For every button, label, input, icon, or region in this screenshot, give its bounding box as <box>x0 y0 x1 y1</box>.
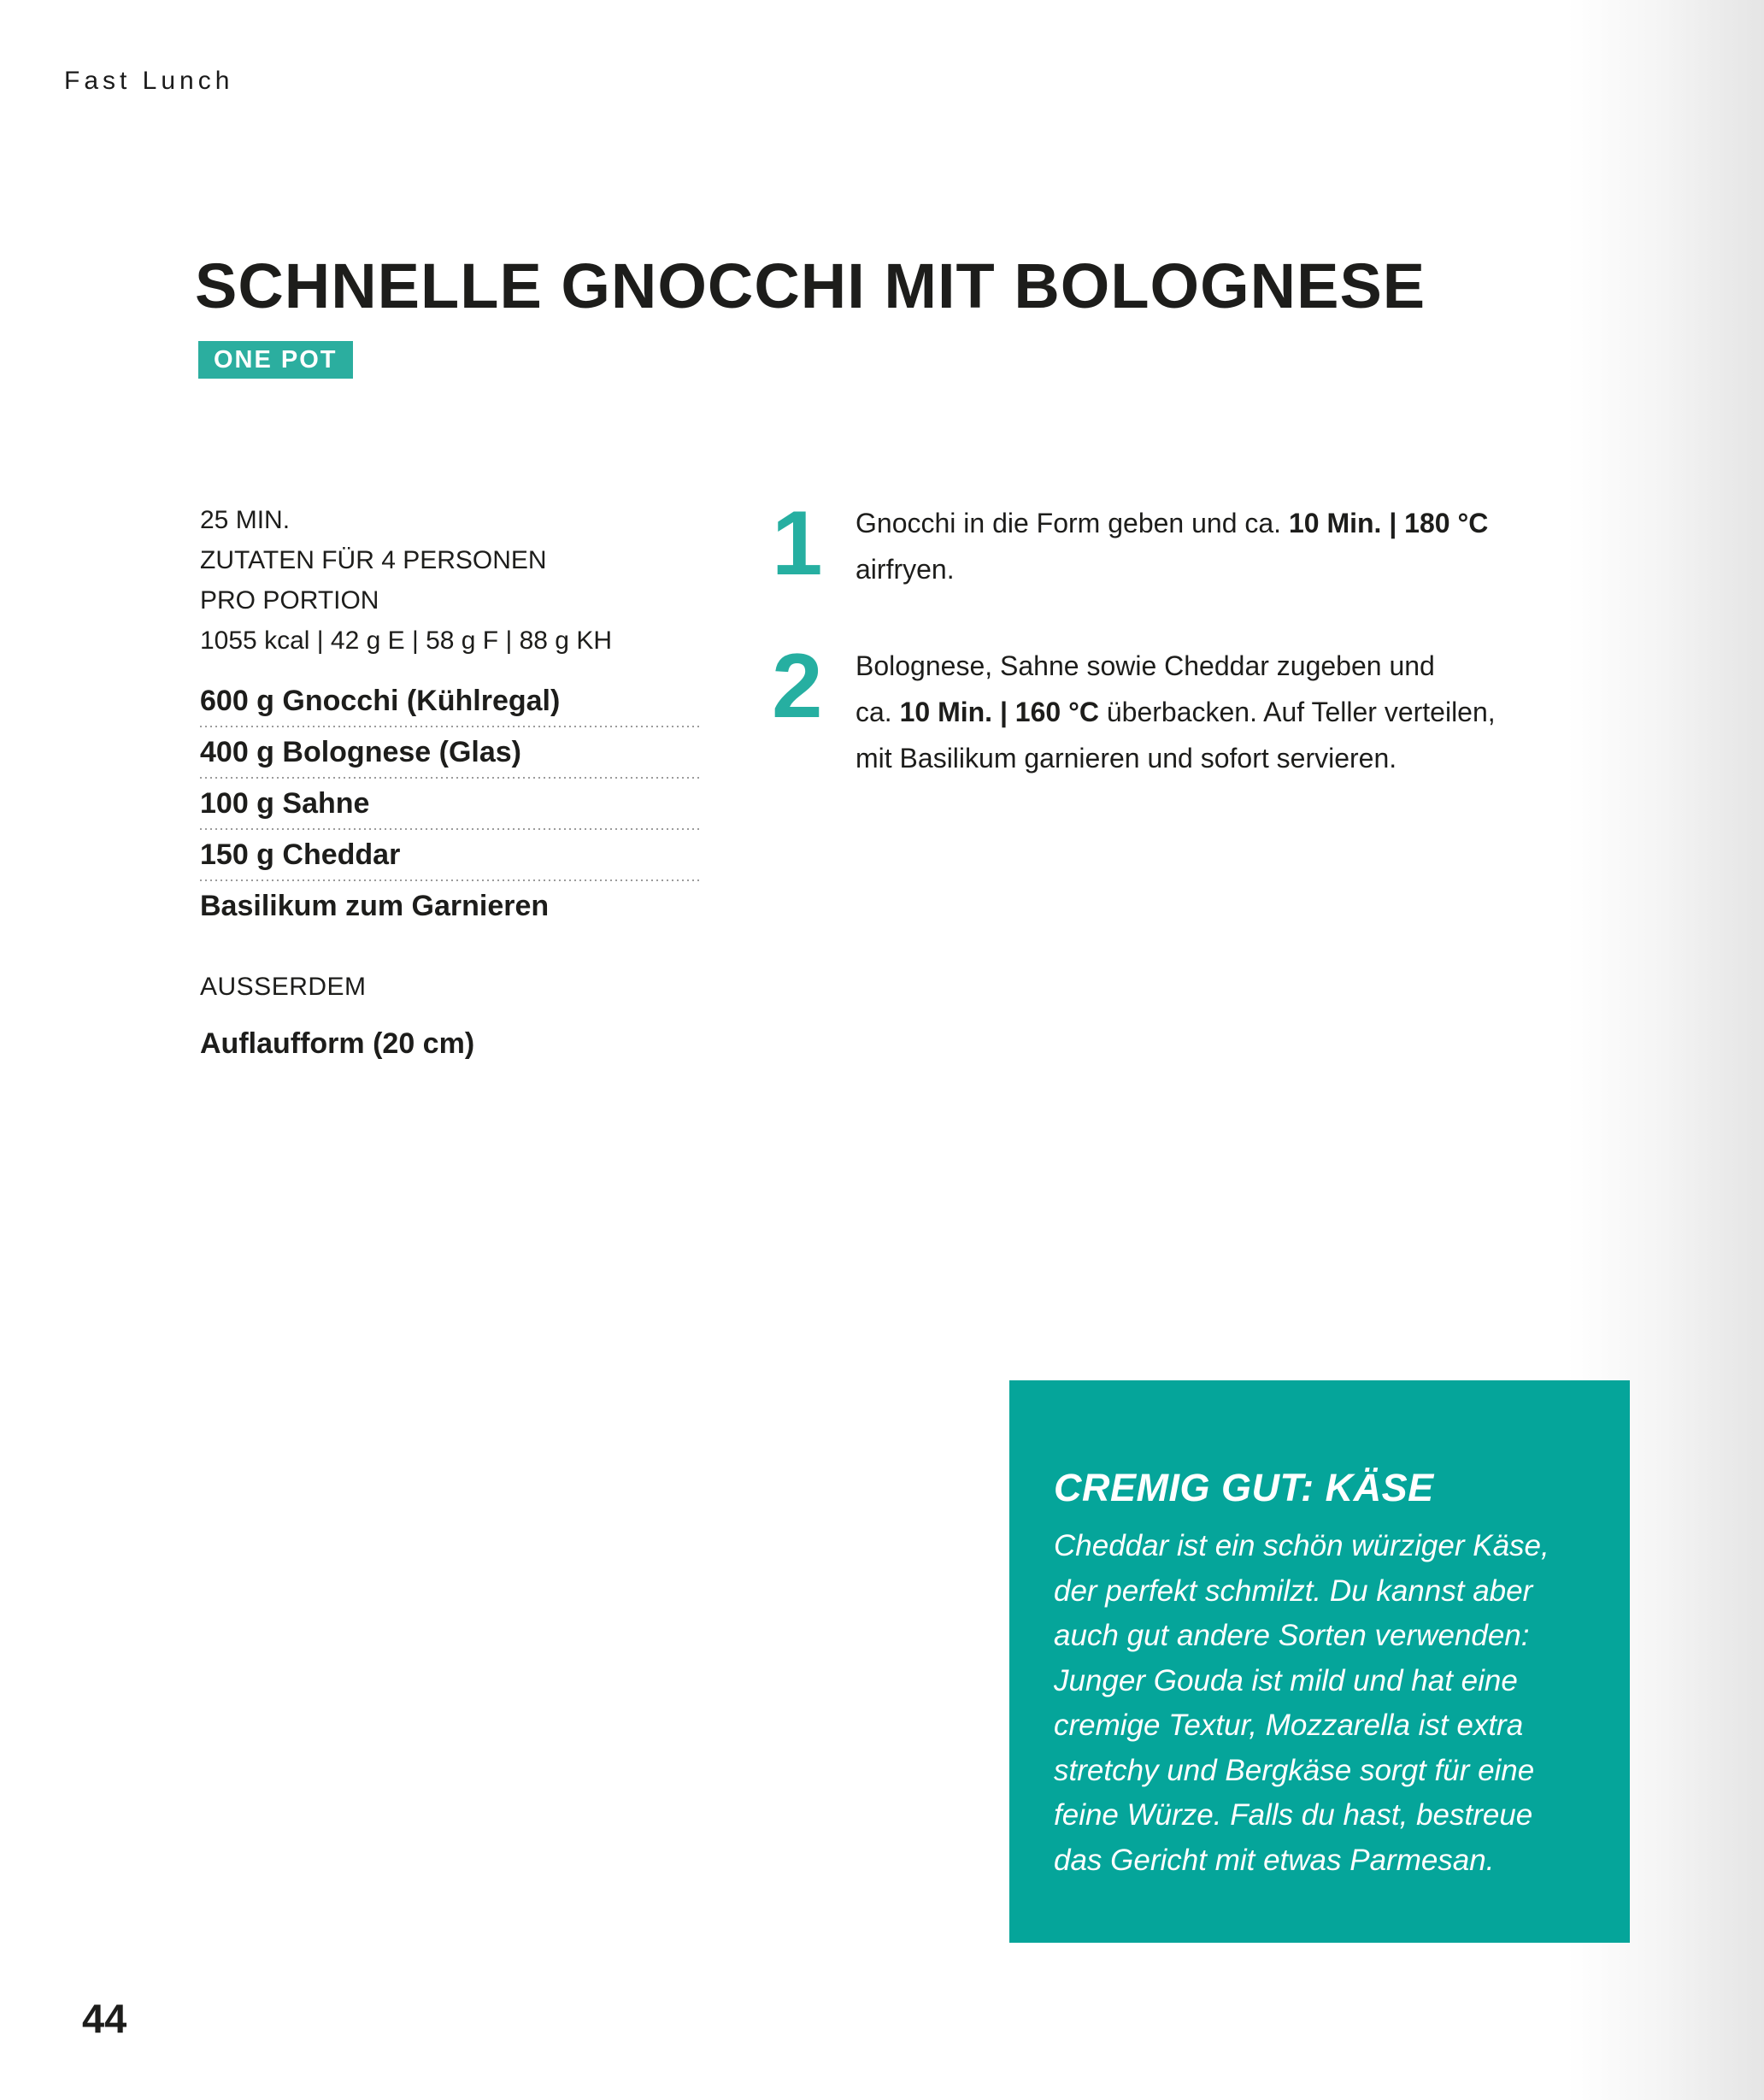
step-text-regular: ca. <box>856 697 900 727</box>
ingredient-item: 150 g Cheddar <box>200 838 401 871</box>
ingredients-column <box>200 500 701 1061</box>
tip-box-line: der perfekt schmilzt. Du kannst aber <box>1054 1574 1533 1608</box>
step-text <box>856 641 1496 781</box>
meta-line: 25 MIN. <box>200 506 291 534</box>
step-text-line <box>856 735 1496 781</box>
step-text-line <box>856 643 1496 689</box>
running-header: Fast Lunch <box>64 67 234 95</box>
step-text-line <box>856 546 1488 592</box>
meta-line: PRO PORTION <box>200 586 379 615</box>
tip-box-body <box>1054 1524 1587 1883</box>
tip-box-line: Junger Gouda ist mild und hat eine <box>1054 1663 1518 1697</box>
step-text <box>856 498 1488 592</box>
tip-box-line: stretchy und Bergkäse sorgt für eine <box>1054 1753 1535 1787</box>
meta-line: 1055 kcal | 42 g E | 58 g F | 88 g KH <box>200 626 612 655</box>
step-text-line <box>856 689 1496 735</box>
tip-box-line: auch gut andere Sorten verwenden: <box>1054 1619 1530 1652</box>
step-text-regular: Bolognese, Sahne sowie Cheddar zugeben und <box>856 650 1435 681</box>
ingredient-item: Basilikum zum Garnieren <box>200 890 550 922</box>
tip-box-line: cremige Textur, Mozzarella ist extra <box>1054 1709 1524 1742</box>
recipe-title: SCHNELLE GNOCCHI MIT BOLOGNESE <box>195 250 1426 321</box>
step-number: 1 <box>772 491 821 594</box>
extras-list <box>200 1027 701 1061</box>
tip-box-line: feine Würze. Falls du hast, bestreue <box>1054 1798 1533 1832</box>
ingredient-item: 100 g Sahne <box>200 787 370 820</box>
tip-box-line: Cheddar ist ein schön würziger Käse, <box>1054 1529 1549 1562</box>
step-row <box>772 491 1490 594</box>
step-text-regular: überbacken. Auf Teller verteilen, <box>1098 697 1496 727</box>
step-row <box>772 634 1496 781</box>
tip-box <box>1009 1380 1630 1943</box>
ingredient-item: 600 g Gnocchi (Kühlregal) <box>200 685 561 717</box>
step-text-regular: mit Basilikum garnieren und sofort servieren. <box>856 743 1397 774</box>
recipe-meta <box>200 500 701 661</box>
step-text-regular: airfryen. <box>856 554 955 585</box>
step-text-line <box>856 500 1488 546</box>
extras-item: Auflaufform (20 cm) <box>200 1027 475 1060</box>
meta-line: ZUTATEN FÜR 4 PERSONEN <box>200 546 547 574</box>
step-text-bold: 10 Min. | 160 °C <box>899 697 1099 727</box>
one-pot-badge: ONE POT <box>198 341 353 379</box>
ingredients-list <box>200 676 701 930</box>
ingredient-item: 400 g Bolognese (Glas) <box>200 736 521 768</box>
tip-box-title: CREMIG GUT: KÄSE <box>1054 1466 1434 1509</box>
tip-box-line: das Gericht mit etwas Parmesan. <box>1054 1843 1495 1877</box>
extras-heading: AUSSERDEM <box>200 973 367 1001</box>
step-number: 2 <box>772 634 821 737</box>
step-text-regular: Gnocchi in die Form geben und ca. <box>856 508 1289 538</box>
steps-column <box>772 491 1496 830</box>
page-number: 44 <box>82 1996 127 2041</box>
step-text-bold: 10 Min. | 180 °C <box>1288 508 1489 538</box>
